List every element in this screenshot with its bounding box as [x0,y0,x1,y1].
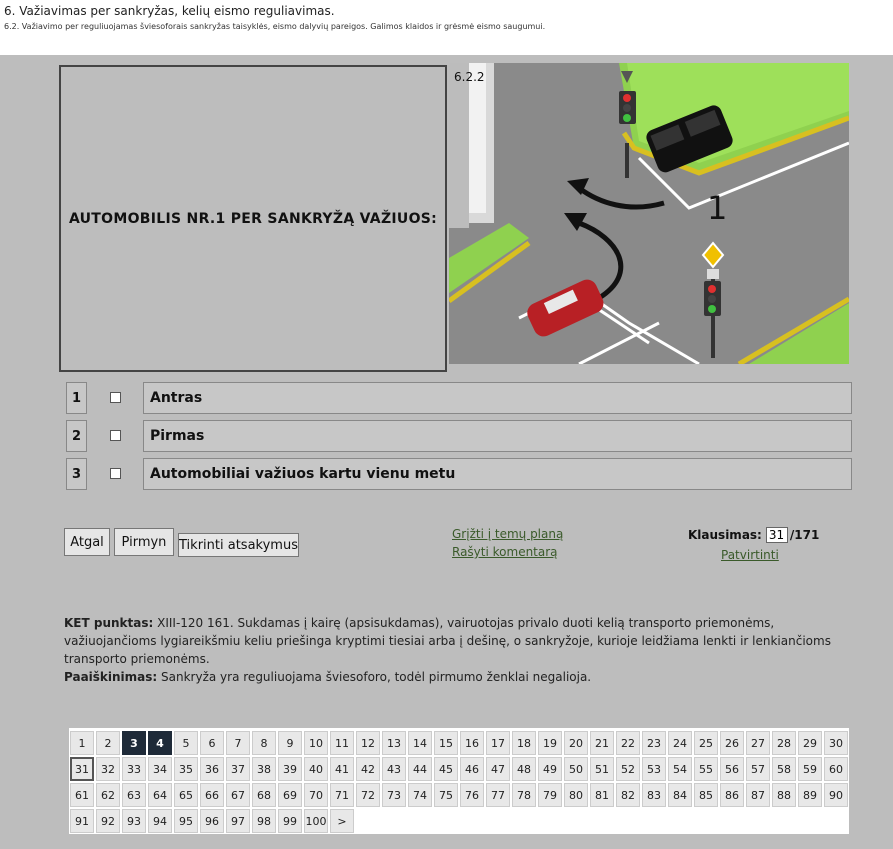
pager-page-56[interactable]: 56 [720,757,744,781]
pager-page-27[interactable]: 27 [746,731,770,755]
answer-text[interactable]: Automobiliai važiuos kartu vienu metu [143,458,852,490]
info-section [64,614,854,686]
pager-page-71[interactable]: 71 [330,783,354,807]
pager-page-78[interactable]: 78 [512,783,536,807]
pager-page-9[interactable]: 9 [278,731,302,755]
pager-page-42[interactable]: 42 [356,757,380,781]
pager-page-90[interactable]: 90 [824,783,848,807]
pager-page-41[interactable]: 41 [330,757,354,781]
pager-page-10[interactable]: 10 [304,731,328,755]
pager-page-68[interactable]: 68 [252,783,276,807]
pager-page-69[interactable]: 69 [278,783,302,807]
confirm-link[interactable]: Patvirtinti [721,548,779,562]
pager-page-77[interactable]: 77 [486,783,510,807]
pager-page-98[interactable]: 98 [252,809,276,833]
pager-page-70[interactable]: 70 [304,783,328,807]
pager-page-87[interactable]: 87 [746,783,770,807]
answer-checkbox[interactable] [110,430,121,441]
pager-page-12[interactable]: 12 [356,731,380,755]
pager-page-40[interactable]: 40 [304,757,328,781]
pager-page-23[interactable]: 23 [642,731,666,755]
pager-page-34[interactable]: 34 [148,757,172,781]
pager-page-37[interactable]: 37 [226,757,250,781]
pager-page-43[interactable]: 43 [382,757,406,781]
pager-page-59[interactable]: 59 [798,757,822,781]
pager-page-58[interactable]: 58 [772,757,796,781]
pager-page-55[interactable]: 55 [694,757,718,781]
pager-page-81[interactable]: 81 [590,783,614,807]
pager-page-8[interactable]: 8 [252,731,276,755]
answer-checkbox[interactable] [110,468,121,479]
pager-page-80[interactable]: 80 [564,783,588,807]
pager-page-44[interactable]: 44 [408,757,432,781]
pager-next-button[interactable]: > [330,809,354,833]
ket-label: KET punktas: [64,616,154,630]
question-box [59,65,447,372]
pager-page-64[interactable]: 64 [148,783,172,807]
pager-page-94[interactable]: 94 [148,809,172,833]
pager-page-39[interactable]: 39 [278,757,302,781]
page-subtitle: 6.2. Važiavimo per reguliuojamas šviesoforais sankryžas taisyklės, eismo dalyvių pareigos. Galimos klaidos ir grėsmė eismo saugumui. [4,22,546,31]
pager-page-18[interactable]: 18 [512,731,536,755]
pager-page-24[interactable]: 24 [668,731,692,755]
pager-page-26[interactable]: 26 [720,731,744,755]
pager-page-99[interactable]: 99 [278,809,302,833]
pager-page-22[interactable]: 22 [616,731,640,755]
question-pager [69,728,849,834]
pager-page-52[interactable]: 52 [616,757,640,781]
pager-page-86[interactable]: 86 [720,783,744,807]
back-button[interactable]: Atgal [64,528,110,556]
pager-page-74[interactable]: 74 [408,783,432,807]
topics-link[interactable]: Grįžti į temų planą [452,527,564,541]
question-total: /171 [789,528,820,542]
pager-page-7[interactable]: 7 [226,731,250,755]
pager-page-62[interactable]: 62 [96,783,120,807]
pager-page-51[interactable]: 51 [590,757,614,781]
pager-page-17[interactable]: 17 [486,731,510,755]
pager-page-83[interactable]: 83 [642,783,666,807]
pager-page-82[interactable]: 82 [616,783,640,807]
pager-page-15[interactable]: 15 [434,731,458,755]
question-image [449,63,849,364]
answer-number: 2 [66,420,87,452]
pager-page-14[interactable]: 14 [408,731,432,755]
pager-page-93[interactable]: 93 [122,809,146,833]
pager-page-84[interactable]: 84 [668,783,692,807]
pager-page-6[interactable]: 6 [200,731,224,755]
pager-page-19[interactable]: 19 [538,731,562,755]
answer-text[interactable]: Pirmas [143,420,852,452]
pager-page-16[interactable]: 16 [460,731,484,755]
explanation-label: Paaiškinimas: [64,670,158,684]
pager-page-48[interactable]: 48 [512,757,536,781]
pager-page-73[interactable]: 73 [382,783,406,807]
pager-page-75[interactable]: 75 [434,783,458,807]
pager-page-47[interactable]: 47 [486,757,510,781]
pager-page-2[interactable]: 2 [96,731,120,755]
forward-button[interactable]: Pirmyn [114,528,174,556]
pager-page-54[interactable]: 54 [668,757,692,781]
pager-page-96[interactable]: 96 [200,809,224,833]
pager-page-65[interactable]: 65 [174,783,198,807]
check-answers-button[interactable]: Tikrinti atsakymus [178,533,299,557]
pager-page-89[interactable]: 89 [798,783,822,807]
pager-page-85[interactable]: 85 [694,783,718,807]
pager-page-53[interactable]: 53 [642,757,666,781]
pager-page-57[interactable]: 57 [746,757,770,781]
ket-text: XIII-120 161. Sukdamas į kairę (apsisukdamas), vairuotojas privalo duoti kelią transporto priemonėms, važiuojančioms lygiareikšmiu keliu priešinga kryptimi tiesiai arba į dešinę, o sankryžoje, kurioje leidžiama lenkti ir lenkiančioms transporto priemonėms. [64,616,831,666]
question-text: AUTOMOBILIS NR.1 PER SANKRYŽĄ VAŽIUOS: [68,210,438,227]
pager-page-97[interactable]: 97 [226,809,250,833]
pager-page-36[interactable]: 36 [200,757,224,781]
pager-page-11[interactable]: 11 [330,731,354,755]
question-number-input[interactable] [766,527,788,543]
pager-page-91[interactable]: 91 [70,809,94,833]
pager-page-92[interactable]: 92 [96,809,120,833]
pager-page-66[interactable]: 66 [200,783,224,807]
answer-checkbox[interactable] [110,392,121,403]
pager-page-31[interactable]: 31 [70,757,94,781]
answer-text[interactable]: Antras [143,382,852,414]
pager-page-32[interactable]: 32 [96,757,120,781]
pager-page-33[interactable]: 33 [122,757,146,781]
pager-page-95[interactable]: 95 [174,809,198,833]
pager-page-63[interactable]: 63 [122,783,146,807]
pager-page-21[interactable]: 21 [590,731,614,755]
comment-link[interactable]: Rašyti komentarą [452,545,558,559]
car-number-label: 1 [707,189,728,227]
pager-page-79[interactable]: 79 [538,783,562,807]
pager-page-35[interactable]: 35 [174,757,198,781]
pager-page-5[interactable]: 5 [174,731,198,755]
question-jump [688,527,819,543]
pager-page-67[interactable]: 67 [226,783,250,807]
pager-page-29[interactable]: 29 [798,731,822,755]
pager-page-30[interactable]: 30 [824,731,848,755]
page-title: 6. Važiavimas per sankryžas, kelių eismo reguliavimas. [4,4,335,18]
pager-page-46[interactable]: 46 [460,757,484,781]
pager-page-45[interactable]: 45 [434,757,458,781]
pager-page-25[interactable]: 25 [694,731,718,755]
question-jump-label: Klausimas: [688,528,762,542]
answer-number: 1 [66,382,87,414]
pager-page-76[interactable]: 76 [460,783,484,807]
pager-page-38[interactable]: 38 [252,757,276,781]
image-label: 6.2.2 [454,70,485,84]
pager-page-72[interactable]: 72 [356,783,380,807]
pager-page-1[interactable]: 1 [70,731,94,755]
pager-page-49[interactable]: 49 [538,757,562,781]
pager-page-88[interactable]: 88 [772,783,796,807]
pager-page-100[interactable]: 100 [304,809,328,833]
pager-page-28[interactable]: 28 [772,731,796,755]
explanation-text: Sankryža yra reguliuojama šviesoforo, todėl pirmumo ženklai negalioja. [157,670,592,684]
page-header [0,0,893,55]
pager-page-61[interactable]: 61 [70,783,94,807]
pager-page-20[interactable]: 20 [564,731,588,755]
pager-page-4[interactable]: 4 [148,731,172,755]
answer-number: 3 [66,458,87,490]
pager-page-3[interactable]: 3 [122,731,146,755]
pager-page-60[interactable]: 60 [824,757,848,781]
pager-page-13[interactable]: 13 [382,731,406,755]
pager-page-50[interactable]: 50 [564,757,588,781]
